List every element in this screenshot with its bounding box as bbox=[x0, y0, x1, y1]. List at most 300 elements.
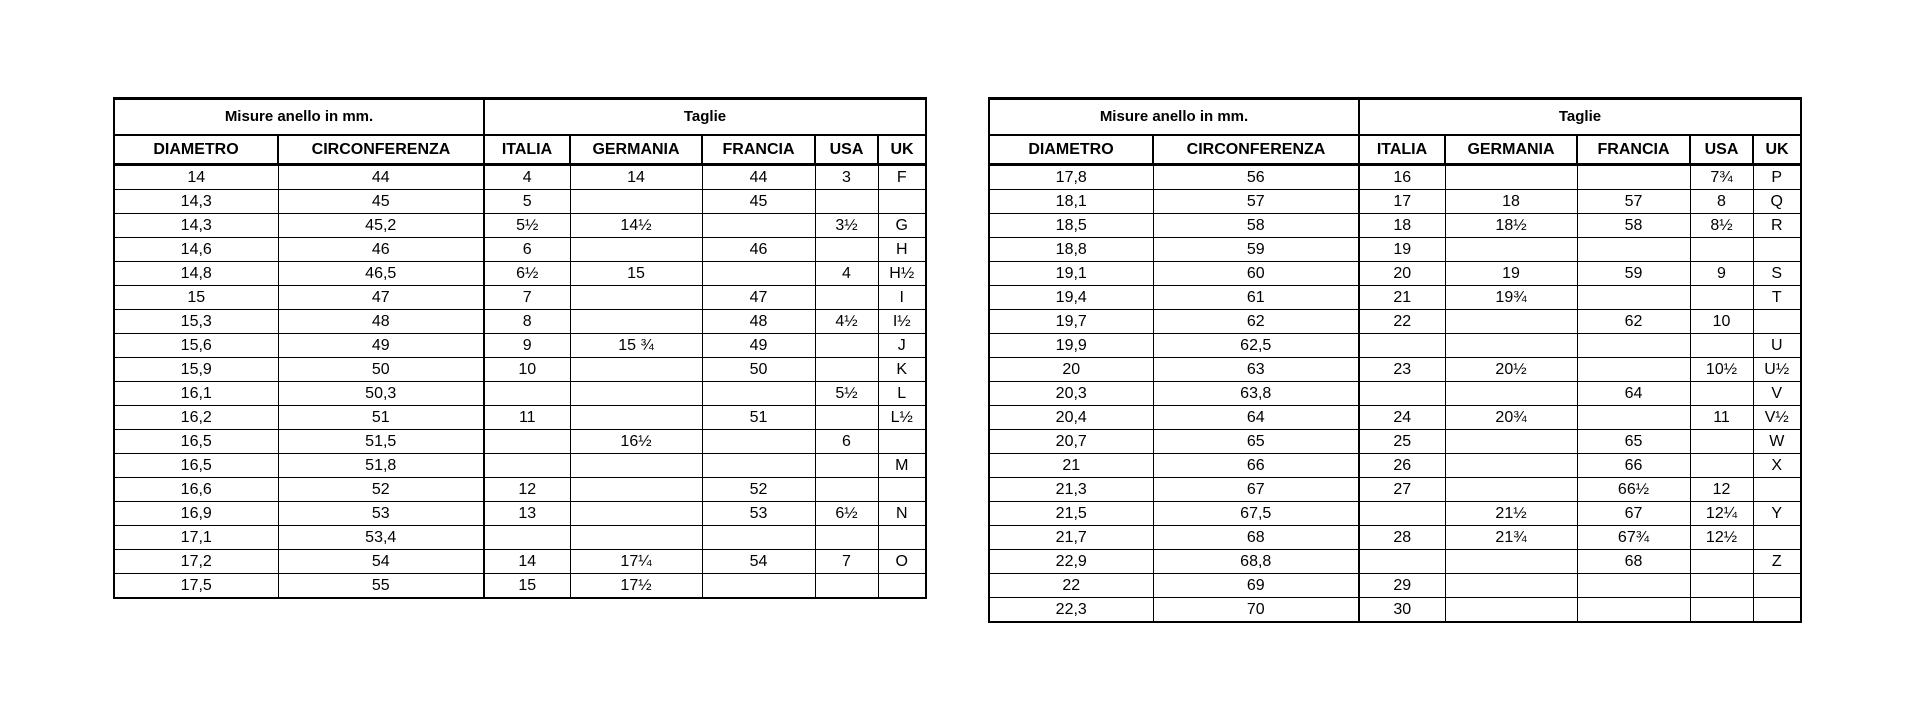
cell-uk: J bbox=[878, 334, 926, 358]
cell-francia bbox=[702, 574, 815, 599]
cell-francia: 67 bbox=[1577, 502, 1690, 526]
cell-uk: I½ bbox=[878, 310, 926, 334]
cell-uk: T bbox=[1753, 286, 1801, 310]
cell-circonferenza: 68,8 bbox=[1153, 550, 1359, 574]
cell-germania bbox=[1445, 574, 1577, 598]
cell-germania: 21½ bbox=[1445, 502, 1577, 526]
cell-circonferenza: 45 bbox=[278, 190, 484, 214]
table-row bbox=[989, 478, 1801, 502]
cell-italia: 21 bbox=[1359, 286, 1445, 310]
cell-germania bbox=[570, 286, 702, 310]
cell-diametro: 21,5 bbox=[989, 502, 1153, 526]
cell-francia bbox=[1577, 165, 1690, 190]
group-header-row bbox=[114, 99, 926, 136]
cell-diametro: 19,1 bbox=[989, 262, 1153, 286]
cell-usa: 9 bbox=[1690, 262, 1753, 286]
cell-usa: 10½ bbox=[1690, 358, 1753, 382]
cell-italia bbox=[484, 526, 570, 550]
cell-francia bbox=[702, 454, 815, 478]
cell-diametro: 16,1 bbox=[114, 382, 278, 406]
cell-usa: 12¼ bbox=[1690, 502, 1753, 526]
cell-circonferenza: 56 bbox=[1153, 165, 1359, 190]
cell-italia: 5 bbox=[484, 190, 570, 214]
cell-circonferenza: 65 bbox=[1153, 430, 1359, 454]
cell-francia: 53 bbox=[702, 502, 815, 526]
header-circonferenza: CIRCONFERENZA bbox=[1153, 135, 1359, 165]
cell-francia: 51 bbox=[702, 406, 815, 430]
table-row bbox=[989, 406, 1801, 430]
cell-diametro: 17,8 bbox=[989, 165, 1153, 190]
cell-italia: 14 bbox=[484, 550, 570, 574]
cell-francia bbox=[702, 262, 815, 286]
cell-italia: 20 bbox=[1359, 262, 1445, 286]
table-row bbox=[114, 238, 926, 262]
cell-usa bbox=[815, 478, 878, 502]
table-row bbox=[989, 165, 1801, 190]
cell-usa bbox=[815, 454, 878, 478]
cell-uk bbox=[878, 574, 926, 599]
cell-uk: F bbox=[878, 165, 926, 190]
cell-usa bbox=[1690, 334, 1753, 358]
cell-germania bbox=[1445, 238, 1577, 262]
cell-francia bbox=[1577, 598, 1690, 623]
cell-circonferenza: 58 bbox=[1153, 214, 1359, 238]
cell-diametro: 21,3 bbox=[989, 478, 1153, 502]
cell-usa: 11 bbox=[1690, 406, 1753, 430]
cell-italia bbox=[484, 454, 570, 478]
cell-germania bbox=[1445, 310, 1577, 334]
table-row bbox=[114, 478, 926, 502]
header-germania: GERMANIA bbox=[1445, 135, 1577, 165]
table-row bbox=[989, 238, 1801, 262]
cell-usa bbox=[1690, 382, 1753, 406]
cell-circonferenza: 57 bbox=[1153, 190, 1359, 214]
cell-diametro: 16,2 bbox=[114, 406, 278, 430]
cell-germania: 15 ¾ bbox=[570, 334, 702, 358]
cell-circonferenza: 50,3 bbox=[278, 382, 484, 406]
cell-francia: 68 bbox=[1577, 550, 1690, 574]
cell-francia bbox=[1577, 358, 1690, 382]
group-header-row bbox=[989, 99, 1801, 136]
cell-uk bbox=[1753, 238, 1801, 262]
cell-germania: 17½ bbox=[570, 574, 702, 599]
cell-italia: 10 bbox=[484, 358, 570, 382]
ring-size-table-left bbox=[113, 97, 927, 599]
cell-uk bbox=[1753, 598, 1801, 623]
table-row bbox=[114, 262, 926, 286]
cell-uk: G bbox=[878, 214, 926, 238]
table-row bbox=[114, 502, 926, 526]
cell-usa bbox=[815, 358, 878, 382]
cell-uk bbox=[1753, 574, 1801, 598]
cell-germania bbox=[1445, 382, 1577, 406]
cell-francia bbox=[1577, 574, 1690, 598]
cell-germania bbox=[570, 358, 702, 382]
table-row bbox=[989, 262, 1801, 286]
cell-usa: 3½ bbox=[815, 214, 878, 238]
table-row bbox=[114, 310, 926, 334]
cell-francia: 50 bbox=[702, 358, 815, 382]
cell-germania: 14 bbox=[570, 165, 702, 190]
cell-circonferenza: 45,2 bbox=[278, 214, 484, 238]
cell-circonferenza: 66 bbox=[1153, 454, 1359, 478]
cell-italia bbox=[1359, 550, 1445, 574]
header-usa: USA bbox=[815, 135, 878, 165]
cell-francia: 49 bbox=[702, 334, 815, 358]
cell-circonferenza: 47 bbox=[278, 286, 484, 310]
cell-italia: 22 bbox=[1359, 310, 1445, 334]
cell-uk: R bbox=[1753, 214, 1801, 238]
cell-diametro: 20 bbox=[989, 358, 1153, 382]
cell-usa: 10 bbox=[1690, 310, 1753, 334]
cell-usa: 12 bbox=[1690, 478, 1753, 502]
table-row bbox=[989, 454, 1801, 478]
ring-size-table-right bbox=[988, 97, 1802, 623]
cell-francia: 65 bbox=[1577, 430, 1690, 454]
cell-circonferenza: 55 bbox=[278, 574, 484, 599]
cell-germania bbox=[1445, 454, 1577, 478]
header-italia: ITALIA bbox=[1359, 135, 1445, 165]
cell-italia: 12 bbox=[484, 478, 570, 502]
cell-uk: I bbox=[878, 286, 926, 310]
cell-germania: 18½ bbox=[1445, 214, 1577, 238]
cell-uk: X bbox=[1753, 454, 1801, 478]
cell-germania: 17¼ bbox=[570, 550, 702, 574]
cell-circonferenza: 67,5 bbox=[1153, 502, 1359, 526]
cell-circonferenza: 51 bbox=[278, 406, 484, 430]
cell-uk: H bbox=[878, 238, 926, 262]
cell-usa bbox=[1690, 574, 1753, 598]
cell-italia: 19 bbox=[1359, 238, 1445, 262]
cell-italia: 13 bbox=[484, 502, 570, 526]
cell-diametro: 15,6 bbox=[114, 334, 278, 358]
cell-uk bbox=[878, 478, 926, 502]
cell-italia: 18 bbox=[1359, 214, 1445, 238]
cell-circonferenza: 44 bbox=[278, 165, 484, 190]
table-row bbox=[989, 334, 1801, 358]
header-germania: GERMANIA bbox=[570, 135, 702, 165]
table-row bbox=[114, 406, 926, 430]
cell-uk: Z bbox=[1753, 550, 1801, 574]
cell-usa bbox=[815, 238, 878, 262]
cell-francia bbox=[1577, 238, 1690, 262]
cell-uk: U bbox=[1753, 334, 1801, 358]
cell-circonferenza: 60 bbox=[1153, 262, 1359, 286]
cell-diametro: 19,4 bbox=[989, 286, 1153, 310]
table-row bbox=[989, 502, 1801, 526]
cell-italia: 7 bbox=[484, 286, 570, 310]
cell-diametro: 15 bbox=[114, 286, 278, 310]
cell-francia bbox=[702, 526, 815, 550]
cell-circonferenza: 54 bbox=[278, 550, 484, 574]
header-francia: FRANCIA bbox=[1577, 135, 1690, 165]
table-row bbox=[114, 574, 926, 599]
cell-uk: M bbox=[878, 454, 926, 478]
cell-francia: 48 bbox=[702, 310, 815, 334]
cell-germania: 21¾ bbox=[1445, 526, 1577, 550]
cell-italia bbox=[484, 382, 570, 406]
cell-uk: O bbox=[878, 550, 926, 574]
cell-italia: 28 bbox=[1359, 526, 1445, 550]
group-sizes-header: Taglie bbox=[1359, 99, 1801, 136]
cell-usa: 8½ bbox=[1690, 214, 1753, 238]
header-italia: ITALIA bbox=[484, 135, 570, 165]
cell-usa: 12½ bbox=[1690, 526, 1753, 550]
cell-diametro: 22 bbox=[989, 574, 1153, 598]
cell-germania bbox=[570, 454, 702, 478]
cell-usa bbox=[815, 334, 878, 358]
cell-diametro: 14,3 bbox=[114, 214, 278, 238]
cell-circonferenza: 51,5 bbox=[278, 430, 484, 454]
table-row bbox=[989, 214, 1801, 238]
cell-diametro: 19,7 bbox=[989, 310, 1153, 334]
cell-diametro: 14,6 bbox=[114, 238, 278, 262]
group-measures-header: Misure anello in mm. bbox=[114, 99, 484, 136]
cell-circonferenza: 51,8 bbox=[278, 454, 484, 478]
table-row bbox=[114, 190, 926, 214]
cell-uk bbox=[1753, 478, 1801, 502]
cell-italia bbox=[1359, 502, 1445, 526]
cell-francia: 54 bbox=[702, 550, 815, 574]
cell-diametro: 16,6 bbox=[114, 478, 278, 502]
table-row bbox=[114, 334, 926, 358]
cell-germania bbox=[1445, 165, 1577, 190]
cell-germania bbox=[1445, 550, 1577, 574]
header-diametro: DIAMETRO bbox=[114, 135, 278, 165]
table-row bbox=[114, 454, 926, 478]
cell-circonferenza: 62,5 bbox=[1153, 334, 1359, 358]
cell-circonferenza: 46 bbox=[278, 238, 484, 262]
cell-germania bbox=[570, 502, 702, 526]
cell-uk: K bbox=[878, 358, 926, 382]
cell-diametro: 21 bbox=[989, 454, 1153, 478]
cell-usa: 6½ bbox=[815, 502, 878, 526]
cell-diametro: 19,9 bbox=[989, 334, 1153, 358]
table-row bbox=[989, 430, 1801, 454]
cell-francia: 67¾ bbox=[1577, 526, 1690, 550]
table-row bbox=[989, 286, 1801, 310]
cell-germania bbox=[1445, 598, 1577, 623]
cell-francia: 58 bbox=[1577, 214, 1690, 238]
cell-diametro: 17,5 bbox=[114, 574, 278, 599]
cell-usa bbox=[815, 406, 878, 430]
cell-francia: 47 bbox=[702, 286, 815, 310]
cell-usa bbox=[815, 574, 878, 599]
cell-germania: 16½ bbox=[570, 430, 702, 454]
cell-usa: 8 bbox=[1690, 190, 1753, 214]
cell-germania: 18 bbox=[1445, 190, 1577, 214]
cell-circonferenza: 48 bbox=[278, 310, 484, 334]
cell-uk: V bbox=[1753, 382, 1801, 406]
cell-usa bbox=[1690, 286, 1753, 310]
cell-usa bbox=[1690, 238, 1753, 262]
cell-uk bbox=[878, 526, 926, 550]
cell-diametro: 14,3 bbox=[114, 190, 278, 214]
table-row bbox=[989, 190, 1801, 214]
cell-germania: 19¾ bbox=[1445, 286, 1577, 310]
cell-francia: 46 bbox=[702, 238, 815, 262]
table-row bbox=[114, 214, 926, 238]
cell-francia bbox=[1577, 334, 1690, 358]
cell-diametro: 16,5 bbox=[114, 430, 278, 454]
cell-usa: 5½ bbox=[815, 382, 878, 406]
cell-germania bbox=[570, 310, 702, 334]
cell-italia: 9 bbox=[484, 334, 570, 358]
cell-usa: 4½ bbox=[815, 310, 878, 334]
table-row bbox=[114, 165, 926, 190]
cell-usa: 6 bbox=[815, 430, 878, 454]
cell-italia: 30 bbox=[1359, 598, 1445, 623]
cell-diametro: 15,3 bbox=[114, 310, 278, 334]
cell-francia: 64 bbox=[1577, 382, 1690, 406]
cell-diametro: 18,8 bbox=[989, 238, 1153, 262]
cell-circonferenza: 63 bbox=[1153, 358, 1359, 382]
cell-italia: 6½ bbox=[484, 262, 570, 286]
cell-francia: 52 bbox=[702, 478, 815, 502]
cell-usa bbox=[1690, 454, 1753, 478]
cell-diametro: 18,1 bbox=[989, 190, 1153, 214]
cell-francia bbox=[702, 382, 815, 406]
cell-circonferenza: 64 bbox=[1153, 406, 1359, 430]
cell-germania bbox=[1445, 334, 1577, 358]
cell-italia: 11 bbox=[484, 406, 570, 430]
table-row bbox=[114, 358, 926, 382]
cell-usa bbox=[815, 286, 878, 310]
cell-uk: L bbox=[878, 382, 926, 406]
table-row bbox=[114, 430, 926, 454]
cell-uk: W bbox=[1753, 430, 1801, 454]
cell-circonferenza: 59 bbox=[1153, 238, 1359, 262]
header-uk: UK bbox=[878, 135, 926, 165]
cell-italia: 23 bbox=[1359, 358, 1445, 382]
cell-circonferenza: 63,8 bbox=[1153, 382, 1359, 406]
cell-uk: N bbox=[878, 502, 926, 526]
cell-germania: 14½ bbox=[570, 214, 702, 238]
cell-francia: 62 bbox=[1577, 310, 1690, 334]
cell-usa: 7¾ bbox=[1690, 165, 1753, 190]
cell-italia: 29 bbox=[1359, 574, 1445, 598]
cell-italia: 8 bbox=[484, 310, 570, 334]
header-uk: UK bbox=[1753, 135, 1801, 165]
cell-circonferenza: 70 bbox=[1153, 598, 1359, 623]
cell-diametro: 14,8 bbox=[114, 262, 278, 286]
cell-usa: 7 bbox=[815, 550, 878, 574]
cell-francia: 45 bbox=[702, 190, 815, 214]
cell-diametro: 21,7 bbox=[989, 526, 1153, 550]
cell-circonferenza: 53 bbox=[278, 502, 484, 526]
cell-circonferenza: 50 bbox=[278, 358, 484, 382]
cell-uk: S bbox=[1753, 262, 1801, 286]
cell-circonferenza: 68 bbox=[1153, 526, 1359, 550]
header-usa: USA bbox=[1690, 135, 1753, 165]
cell-italia bbox=[1359, 382, 1445, 406]
cell-uk: Q bbox=[1753, 190, 1801, 214]
table-row bbox=[989, 574, 1801, 598]
cell-italia: 5½ bbox=[484, 214, 570, 238]
table-row bbox=[989, 598, 1801, 623]
cell-germania bbox=[1445, 478, 1577, 502]
cell-italia: 16 bbox=[1359, 165, 1445, 190]
cell-germania bbox=[1445, 430, 1577, 454]
cell-uk bbox=[878, 430, 926, 454]
cell-francia bbox=[702, 430, 815, 454]
cell-diametro: 18,5 bbox=[989, 214, 1153, 238]
cell-uk bbox=[1753, 526, 1801, 550]
cell-germania: 20½ bbox=[1445, 358, 1577, 382]
cell-diametro: 14 bbox=[114, 165, 278, 190]
table-body bbox=[114, 99, 926, 599]
table-row bbox=[114, 286, 926, 310]
cell-uk bbox=[1753, 310, 1801, 334]
cell-circonferenza: 53,4 bbox=[278, 526, 484, 550]
table-row bbox=[114, 382, 926, 406]
table-row bbox=[989, 526, 1801, 550]
header-circonferenza: CIRCONFERENZA bbox=[278, 135, 484, 165]
cell-circonferenza: 69 bbox=[1153, 574, 1359, 598]
cell-usa: 4 bbox=[815, 262, 878, 286]
cell-germania: 20¾ bbox=[1445, 406, 1577, 430]
cell-germania bbox=[570, 190, 702, 214]
cell-francia bbox=[1577, 406, 1690, 430]
table-row bbox=[114, 550, 926, 574]
cell-circonferenza: 62 bbox=[1153, 310, 1359, 334]
cell-diametro: 15,9 bbox=[114, 358, 278, 382]
cell-usa bbox=[815, 526, 878, 550]
cell-francia: 66 bbox=[1577, 454, 1690, 478]
cell-italia: 27 bbox=[1359, 478, 1445, 502]
cell-germania: 15 bbox=[570, 262, 702, 286]
cell-uk bbox=[878, 190, 926, 214]
cell-diametro: 20,3 bbox=[989, 382, 1153, 406]
cell-francia: 59 bbox=[1577, 262, 1690, 286]
cell-uk: Y bbox=[1753, 502, 1801, 526]
cell-uk: H½ bbox=[878, 262, 926, 286]
cell-germania bbox=[570, 406, 702, 430]
cell-francia bbox=[702, 214, 815, 238]
cell-usa bbox=[1690, 550, 1753, 574]
column-header-row bbox=[114, 135, 926, 165]
cell-diametro: 17,2 bbox=[114, 550, 278, 574]
column-header-row bbox=[989, 135, 1801, 165]
cell-diametro: 22,9 bbox=[989, 550, 1153, 574]
group-measures-header: Misure anello in mm. bbox=[989, 99, 1359, 136]
cell-uk: V½ bbox=[1753, 406, 1801, 430]
cell-italia: 15 bbox=[484, 574, 570, 599]
cell-circonferenza: 52 bbox=[278, 478, 484, 502]
group-sizes-header: Taglie bbox=[484, 99, 926, 136]
cell-germania bbox=[570, 238, 702, 262]
cell-italia bbox=[1359, 334, 1445, 358]
cell-diametro: 20,7 bbox=[989, 430, 1153, 454]
cell-diametro: 16,9 bbox=[114, 502, 278, 526]
cell-diametro: 20,4 bbox=[989, 406, 1153, 430]
table-row bbox=[989, 358, 1801, 382]
cell-usa bbox=[1690, 430, 1753, 454]
cell-germania: 19 bbox=[1445, 262, 1577, 286]
cell-circonferenza: 46,5 bbox=[278, 262, 484, 286]
table-row bbox=[989, 310, 1801, 334]
header-francia: FRANCIA bbox=[702, 135, 815, 165]
cell-italia: 17 bbox=[1359, 190, 1445, 214]
cell-germania bbox=[570, 382, 702, 406]
cell-uk: L½ bbox=[878, 406, 926, 430]
cell-circonferenza: 67 bbox=[1153, 478, 1359, 502]
cell-diametro: 22,3 bbox=[989, 598, 1153, 623]
table-row bbox=[114, 526, 926, 550]
cell-italia: 24 bbox=[1359, 406, 1445, 430]
cell-francia: 44 bbox=[702, 165, 815, 190]
table-body bbox=[989, 99, 1801, 623]
